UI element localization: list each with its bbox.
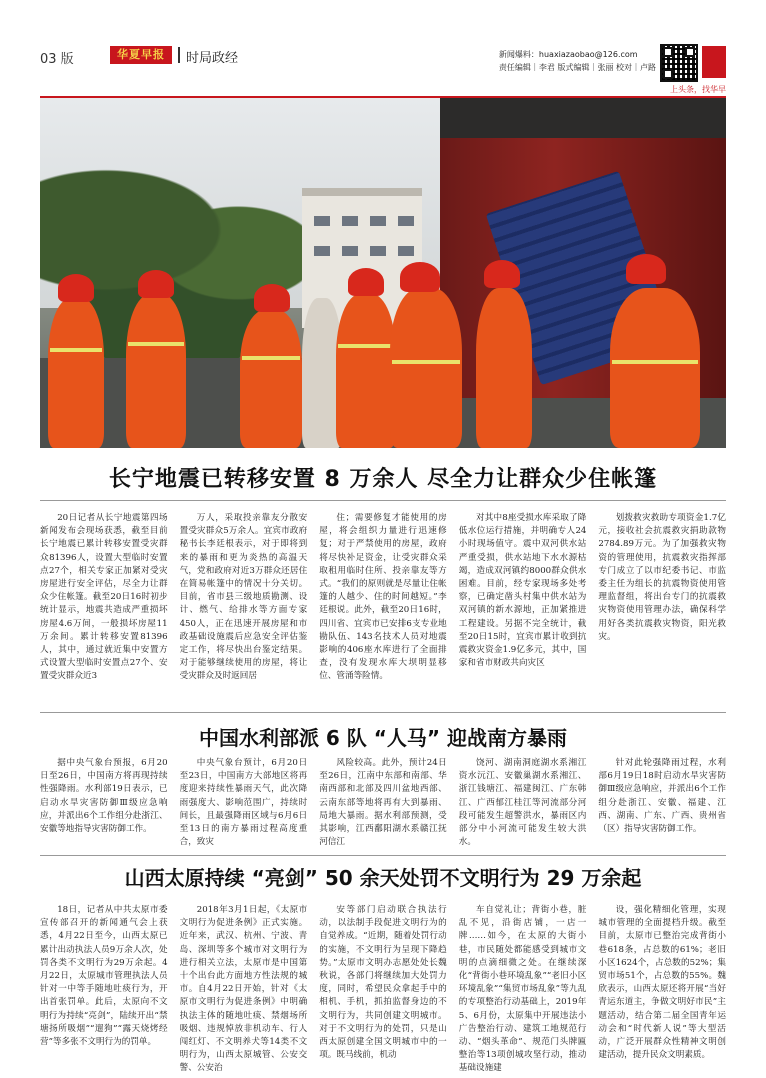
- article1-rule: [40, 500, 726, 501]
- article1-col-3: 住；需要修复才能使用的房屋，将会组织力量进行迅速修复；对于严禁使用的房屋，政府将尽快补足资金，让受灾群众采取租用临时住所、投亲靠友等方式。“我们的原则就是尽量让住帐篷的人越少、住的时间越短。”李廷根说。此外，截至20日16时，四川省、宜宾市已安排6支专业地勘队伍、143名技术人员对地震影响的406座水库进行了全面排查，没有发现水库大坝明显移位、管涌等险情。: [319, 513, 447, 682]
- article3-col-3: 安等部门启动联合执法行动，以法制手段促进文明行为的自觉养成。“近期，随着处罚行动的实施，不文明行为呈现下降趋势。”太原市文明办志愿处处长魏秋说，各部门将继续加大处罚力度，同时，希望民众拿起手中的相机、手机，抓拍监督身边的不文明行为，共同创建文明城市。对于不文明行为的处罚，只是山西太原创建全国文明城市中的一项。既马线前，机动: [319, 905, 447, 1061]
- article1-headline: 长宁地震已转移安置 8 万余人 尽全力让群众少住帐篷: [108, 467, 658, 492]
- article1-col-2: 万人，采取投亲靠友分散安置受灾群众5万余人。宜宾市政府秘书长李廷根表示，对于即将到来的暴雨和更为炎热的高温天气，党和政府对近3万群众还居住在简易帐篷中的情况十分关切。目前，省市县三级地质勘测、设计、燃气、给排水等方面专家450人，正在迅速开展房屋和市政基础设施震后应急安全评估鉴定工作，将尽快出台鉴定结果。对于能够继续使用的房屋，将让受灾群众及时返回居: [179, 513, 308, 682]
- tagline: 上头条，找华早: [670, 85, 726, 94]
- article3-col-1: 18日，记者从中共太原市委宣传部召开的新闻通气会上获悉，4月22日至今，山西太原已累计出动执法人员9万余人次，处罚各类不文明行为29万余起。4月22日，太原城市管理执法人员针对一中等手随地吐痰行为，开出首张罚单。此后，太原向不文明行为持续“亮剑”，陆续开出“禁塘扬所吸烟”“遛狗”“露天烧烤经营”等多张不文明行为的罚单。: [40, 905, 168, 1048]
- article2-headline: 中国水利部派 6 队 “人马” 迎战南方暴雨: [198, 726, 568, 750]
- contact-info: [499, 48, 656, 74]
- article2-rule: [40, 712, 726, 713]
- lead-photo: [40, 98, 726, 448]
- article3-col-2: 2018年3月1日起，《太原市文明行为促进条例》正式实施。近年来，武汉、杭州、宁波、青岛、深圳等多个城市对文明行为进行相关立法，太原市是中国第十个出台此方面地方性法规的城市。自4月22日开始，针对《太原市文明行为促进条例》中明确执法主体的随地吐痰、禁烟场所吸烟、违规悼放非机动车、行人闯红灯、不文明养犬等14类不文明行为，山西太原城管、公安交警、公安治: [179, 905, 308, 1074]
- article3-rule: [40, 855, 726, 856]
- page-number: 03 版: [40, 52, 74, 67]
- editor-credits: 责任编辑｜李君 版式编辑｜张丽 校对｜卢路: [498, 63, 656, 72]
- qr-code-icon: [660, 44, 698, 82]
- article2-col-4: 饶河、湖南洞庭湖水系湘江资水沅江、安徽巢湖水系湘江、浙江钱塘江、福建闽江、广东韩江、广西郁江桂江等河流部分河段可能发生超警洪水，暴雨区内部分中小河流可能发生较大洪水。: [458, 758, 587, 848]
- article1-col-5: 划拨救灾救助专项资金1.7亿元，接收社会抗震救灾捐助款物2784.89万元。为了加强救灾物资的管理使用，抗震救灾指挥部专门成立了以市纪委书记、市监委主任为组长的抗震物资使用管理监督组，将出台专门的抗震救灾物资使用管理办法，确保科学用好各类抗震救灾物资，阳光救灾。: [598, 513, 726, 642]
- brand-badge-icon: [702, 46, 726, 78]
- section-name: 时局政经: [186, 51, 239, 66]
- article1-col-1: 20日记者从长宁地震第四场新闻发布会现场获悉，截至目前长宁地震已累计转移安置受灾群众81396人，设置大型临时安置点27个，相关专家正加紧对受灾房屋进行安全评估，尽全力让群众少住帐篷。截至20日16时初步统计显示，地震共造成严重损坏房屋4.6万间，一般损坏房屋11万余间。累计转移安置81396人，其中，通过就近集中安置方式设置大型临时安置点27个、安置受灾群众近3: [40, 513, 168, 682]
- article2-col-2: 中央气象台预计，6月20日至23日，中国南方大部地区将再度迎来持续性暴雨天气，此次降雨强度大、影响范围广，持续时间长，且最强降雨区域与6月6日至13日的南方暴雨过程高度重合，致灾: [179, 758, 308, 848]
- article3-body: [40, 904, 726, 1074]
- article2-body: [40, 757, 726, 853]
- article2-col-1: 据中央气象台预报，6月20日至26日，中国南方将再现持续性强降雨。水利部19日表示，已启动水旱灾害防御Ⅲ级应急响应，并派出6个工作组分赴浙江、安徽等地指导灾害防御工作。: [40, 758, 168, 835]
- article3-col-5: 设，强化精细化管理，实现城市管理的全面提档升级。截至目前，太原市已整治完成背街小巷618条，占总数的61%；老旧小区1624个，占总数的52%；集贸市场51个，占总数的55%。魏欣表示，山西太原还将开展“当好青运东道主，争做文明好市民”主题活动，结合第二届全国青年运动会和“时代新人说”等大型活动，广泛开展群众性精神文明创建活动，提升民众文明素质。: [598, 905, 726, 1061]
- article1-col-4: 对其中8座受损水库采取了降低水位运行措施，并明确专人24小时现场值守。震中双河供水站严重受损，供水站地下水水源枯竭，造成双河镇约8000群众供水困难。目前，经专家现场多处考察，已确定凿头村集中供水站为双河镇的新水源地，正加紧推进工程建设。另据不完全统计，截至20日15时，宜宾市累计收到抗震救灾资金1.9亿多元，其中，国家和省市财政共向灾区: [458, 513, 587, 669]
- header-divider: [178, 47, 180, 63]
- article3-col-4: 车自觉礼让；背街小巷，脏乱不见，沿街店铺，一店一牌……如今，在太原的大街小巷，市民随处都能感受到城市文明的点滴细微之处。在继续深化“背街小巷环境乱象”“老旧小区环境乱象”“集贸市场乱象”等九乱的专项整治行动基础上，2019年5、6月份，太原集中开展违法小广告整治行动、建筑工地规范行动、“烟头革命”、规范门头牌匾整治等13项创城攻坚行动，推动基础设施建: [458, 905, 587, 1074]
- article2-col-3: 风险较高。此外，预计24日至26日，江南中东部和南部、华南西部和北部及四川盆地西部、云南东部等地将再有大到暴雨、局地大暴雨。据水利部预测，受其影响，江西鄱阳湖水系赣江抚河信江: [319, 758, 447, 848]
- newspaper-logo: 华夏早报: [110, 46, 172, 64]
- contact-email: 新闻爆料：huaxiazaobao@126.com: [498, 50, 638, 59]
- article1-body: [40, 512, 726, 704]
- page-header: [40, 44, 726, 92]
- article2-col-5: 针对此轮强降雨过程，水利部6月19日18时启动水旱灾害防御Ⅲ级应急响应，并派出6个工作组分赴浙江、安徽、福建、江西、湖南、广东、广西、贵州省（区）指导灾害防御工作。: [598, 758, 726, 835]
- article3-headline: 山西太原持续 “亮剑” 50 余天处罚不文明行为 29 万余起: [124, 866, 642, 890]
